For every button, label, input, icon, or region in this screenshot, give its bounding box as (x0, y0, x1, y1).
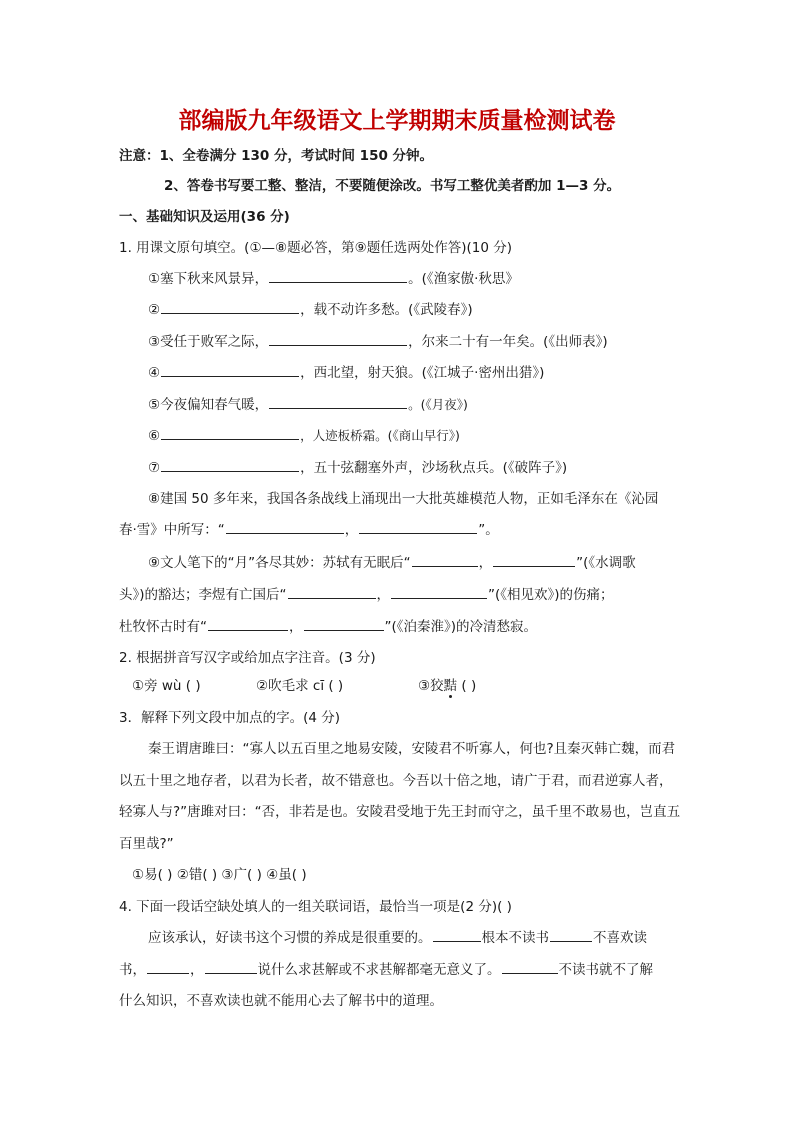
q1-item-8-line-1: ⑧建国 50 多年来，我国各条战线上涌现出一大批英雄模范人物，正如毛泽东在《沁园 (148, 491, 659, 507)
q3-passage-line-4: 百里哉?” (119, 836, 174, 852)
q1-item-8-pre: 春·雪》中所写：“ (119, 522, 225, 538)
q4-text-1: 应该承认，好读书这个习惯的养成是很重要的。 (148, 930, 432, 946)
q1-item-4 (148, 363, 544, 383)
q4-line-2 (119, 960, 653, 980)
q1-item-1-pre: ①塞下秋来风景异， (148, 271, 269, 287)
q1-item-6-pre: ⑥ (148, 428, 161, 444)
q1-item-4-post: ，西北望，射天狼。(《江城子·密州出猎》) (300, 365, 545, 381)
q1-item-9-pre-1: ⑨文人笔下的“月”各尽其妙：苏轼有无眠后“ (148, 555, 411, 571)
q1-item-9-post-3: ”(《泊秦淮》)的冷清愁寂。 (384, 619, 538, 635)
q1-item-1-post: 。(《渔家傲·秋思》 (408, 271, 519, 287)
notice-line-2: 2、答卷书写要工整、整洁，不要随便涂改。书写工整优美者酌加 1—3 分。 (164, 178, 621, 194)
q2-item-1: ①旁 wù ( ) (132, 678, 201, 694)
q1-item-6-post: ，人迹板桥霜。(《商山早行》) (300, 428, 460, 443)
answer-blank[interactable] (161, 458, 299, 472)
q2-item-3-b: ( ) (457, 678, 477, 694)
answer-blank[interactable] (502, 960, 558, 974)
q2-item-3 (418, 676, 476, 696)
answer-blank[interactable] (550, 928, 592, 942)
q1-item-2 (148, 300, 473, 320)
answer-blank[interactable] (161, 363, 299, 377)
q1-item-8-mid: ， (344, 522, 359, 538)
q1-item-9-pre-2: 头》)的豁达；李煜有亡国后“ (119, 587, 287, 603)
answer-blank[interactable] (269, 395, 407, 409)
q4-text-3: 不喜欢读 (593, 930, 647, 946)
q1-item-9-post-1: ”(《水调歌 (576, 555, 636, 571)
question-3-stem: 3．解释下列文段中加点的字。(4 分) (119, 710, 341, 726)
q1-item-8-line-2 (119, 520, 499, 540)
q2-item-3-a: ③狡 (418, 678, 444, 694)
answer-blank[interactable] (493, 553, 575, 567)
notice-line-1 (119, 146, 433, 166)
answer-blank[interactable] (269, 332, 407, 346)
notice-label: 注意： (119, 148, 160, 164)
q4-text-2: 根本不读书 (481, 930, 549, 946)
dotted-char: 黠 (443, 678, 458, 694)
q1-item-8-post: ”。 (478, 522, 499, 538)
answer-blank[interactable] (226, 520, 344, 534)
answer-blank[interactable] (208, 617, 288, 631)
q1-item-1 (148, 269, 519, 289)
q1-item-5-pre: ⑤今夜偏知春气暖， (148, 397, 269, 413)
q1-item-9-line-1 (148, 553, 636, 573)
q1-item-4-pre: ④ (148, 365, 161, 381)
q4-line-3: 什么知识，不喜欢读也就不能用心去了解书中的道理。 (119, 993, 443, 1009)
q4-text-5: ， (190, 962, 204, 978)
q1-item-5 (148, 395, 468, 415)
answer-blank[interactable] (147, 960, 189, 974)
q1-item-9-mid-1: ， (478, 555, 493, 571)
q4-line-1 (148, 928, 647, 948)
q1-item-3 (148, 332, 608, 352)
answer-blank[interactable] (288, 585, 376, 599)
q1-item-9-line-3 (119, 617, 537, 637)
q1-item-9-mid-2: ， (376, 587, 391, 603)
q1-item-9-post-2: ”(《相见欢》)的伤痛； (488, 587, 614, 603)
q2-item-2: ②吹毛求 cī ( ) (256, 678, 344, 694)
q4-text-6: 说什么求甚解或不求甚解都毫无意义了。 (257, 962, 501, 978)
answer-blank[interactable] (412, 553, 478, 567)
q1-item-7 (148, 458, 567, 478)
answer-blank[interactable] (161, 300, 299, 314)
q3-passage-line-1: 秦王谓唐雎曰：“寡人以五百里之地易安陵，安陵君不听寡人，何也?且秦灭韩亡魏，而君 (148, 741, 676, 757)
answer-blank[interactable] (304, 617, 384, 631)
answer-blank[interactable] (161, 426, 299, 440)
q1-item-7-pre: ⑦ (148, 460, 161, 476)
q1-item-5-post: 。(《月夜》) (408, 397, 468, 412)
q1-item-2-post: ，载不动许多愁。(《武陵春》) (300, 302, 473, 318)
question-1-stem: 1. 用课文原句填空。(①—⑧题必答，第⑨题任选两处作答)(10 分) (119, 240, 513, 256)
q1-item-6 (148, 426, 460, 446)
q3-passage-line-2: 以五十里之地存者，以君为长者，故不错意也。今吾以十倍之地，请广于君，而君逆寡人者， (119, 773, 673, 789)
q4-text-7: 不读书就不了解 (558, 962, 653, 978)
answer-blank[interactable] (269, 269, 407, 283)
q1-item-9-line-2 (119, 585, 614, 605)
section-heading: 一、基础知识及运用(36 分) (119, 209, 290, 225)
notice-text-1: 1、全卷满分 130 分，考试时间 150 分钟。 (159, 148, 434, 164)
page-title: 部编版九年级语文上学期期末质量检测试卷 (178, 107, 616, 134)
answer-blank[interactable] (205, 960, 257, 974)
q4-text-4: 书， (119, 962, 146, 978)
answer-blank[interactable] (391, 585, 487, 599)
q1-item-9-mid-3: ， (289, 619, 303, 635)
q1-item-9-pre-3: 杜牧怀古时有“ (119, 619, 207, 635)
q3-passage-line-3: 轻寡人与?”唐雎对曰：“否，非若是也。安陵君受地于先王封而守之，虽千里不敢易也，岂直五 (119, 804, 681, 820)
q1-item-7-post: ，五十弦翻塞外声，沙场秋点兵。(《破阵子》) (300, 460, 568, 476)
question-4-stem: 4. 下面一段话空缺处填人的一组关联词语，最恰当一项是(2 分)( ) (119, 899, 512, 915)
question-2-stem: 2. 根据拼音写汉字或给加点字注音。(3 分) (119, 650, 376, 666)
q3-answers: ①易( ) ②错( ) ③广( ) ④虽( ) (132, 867, 307, 883)
answer-blank[interactable] (359, 520, 477, 534)
q1-item-3-post: ，尔来二十有一年矣。(《出师表》) (408, 334, 608, 350)
q1-item-2-pre: ② (148, 302, 161, 318)
q1-item-3-pre: ③受任于败军之际， (148, 334, 269, 350)
answer-blank[interactable] (433, 928, 481, 942)
